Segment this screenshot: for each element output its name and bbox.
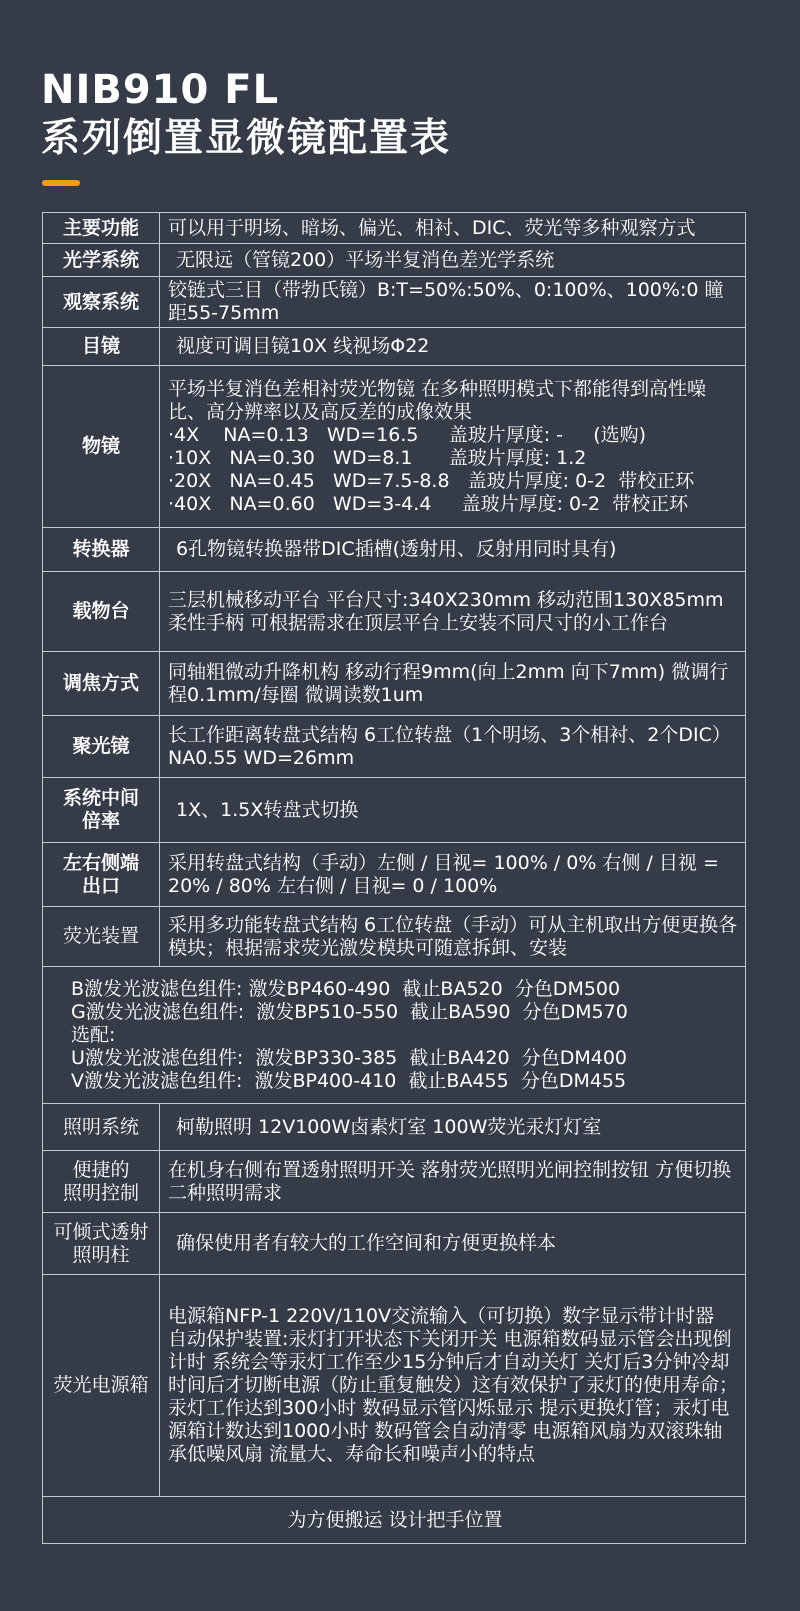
row-label: 光学系统 [43, 244, 160, 277]
row-value: 在机身右侧布置透射照明开关 落射荧光照明光闸控制按钮 方便切换二种照明需求 [160, 1151, 746, 1213]
filter-list [43, 967, 746, 1104]
table-row-pillar [43, 1213, 746, 1275]
row-label-line: 出口 [81, 874, 120, 897]
row-value: 无限远（管镜200）平场半复消色差光学系统 [160, 244, 746, 277]
objective-spec-20x: ·20X NA=0.45 WD=7.5-8.8 盖玻片厚度: 0-2 带校正环 [168, 469, 695, 492]
row-label: 主要功能 [43, 213, 160, 244]
row-value: 铰链式三目（带勃氏镜）B:T=50%:50%、0:100%、100%:0 瞳距55-75mm [160, 277, 746, 328]
table-row-ports [43, 843, 746, 907]
table-row-condenser [43, 716, 746, 778]
row-value: 视度可调目镜10X 线视场Φ22 [160, 328, 746, 366]
objective-spec-40x: ·40X NA=0.60 WD=3-4.4 盖玻片厚度: 0-2 带校正环 [168, 492, 689, 515]
row-value: 电源箱NFP-1 220V/110V交流输入（可切换）数字显示带计时器 自动保护装置:汞灯打开状态下关闭开关 电源箱数码显示管会出现倒计时 系统会等汞灯工作至少15分钟后才自动关灯 关灯后3分钟冷却时间后才切断电源（防止重复触发）这有效保护了汞灯的使用寿命；汞灯工作达到300小时 数码显示管闪烁显示 提示更换灯管；汞灯电源箱计数达到1000小时 数码管会自动清零 电源箱风扇为双滚珠轴承低噪风扇 流量大、寿命长和噪声小的特点 [160, 1275, 746, 1497]
row-value: 长工作距离转盘式结构 6工位转盘（1个明场、3个相衬、2个DIC）NA0.55 WD=26mm [160, 716, 746, 778]
table-row-focus [43, 652, 746, 716]
table-row-power [43, 1275, 746, 1497]
objective-spec-4x: ·4X NA=0.13 WD=16.5 盖玻片厚度: - (选购) [168, 423, 647, 446]
row-label-line: 倍率 [81, 810, 120, 832]
row-label: 目镜 [43, 328, 160, 366]
page-title-subtitle: 系列倒置显微镜配置表 [41, 116, 452, 161]
row-label-line: 便捷的 [72, 1158, 130, 1181]
row-label: 照明系统 [43, 1104, 160, 1151]
table-row-observation [43, 277, 746, 328]
row-label-line: 照明控制 [62, 1181, 139, 1204]
row-value: 三层机械移动平台 平台尺寸:340X230mm 移动范围130X85mm 柔性手柄 可根据需求在顶层平台上安装不同尺寸的小工作台 [160, 572, 746, 652]
row-label: 物镜 [43, 366, 160, 528]
title-accent-bar [42, 180, 80, 186]
filter-u: U激发光波滤色组件: 激发BP330-385 截止BA420 分色DM400 [71, 1046, 628, 1069]
objective-spec-10x: ·10X NA=0.30 WD=8.1 盖玻片厚度: 1.2 [168, 446, 587, 469]
table-row-filters [43, 967, 746, 1104]
filter-b: B激发光波滤色组件: 激发BP460-490 截止BA520 分色DM500 [71, 977, 621, 1000]
table-row-controls [43, 1151, 746, 1213]
row-value: 1X、1.5X转盘式切换 [160, 778, 746, 843]
row-label: 转换器 [43, 528, 160, 572]
table-row-objective [43, 366, 746, 528]
row-label [43, 843, 160, 907]
row-label: 聚光镜 [43, 716, 160, 778]
row-label-line: 可倾式透射 [53, 1220, 149, 1243]
table-row-functions [43, 213, 746, 244]
filter-v: V激发光波滤色组件: 激发BP400-410 截止BA455 分色DM455 [71, 1069, 627, 1092]
row-value: 采用多功能转盘式结构 6工位转盘（手动）可从主机取出方便更换各模块；根据需求荧光激发模块可随意拆卸、安装 [160, 907, 746, 967]
table-row-turret [43, 528, 746, 572]
row-label-line: 系统中间 [62, 787, 139, 809]
table-row-optics [43, 244, 746, 277]
spec-table [42, 212, 746, 1544]
row-label: 调焦方式 [43, 652, 160, 716]
table-row-fluorescence [43, 907, 746, 967]
page-title-model: NIB910 FL [41, 67, 280, 113]
filter-optional-label: 选配: [71, 1023, 116, 1046]
row-value [160, 366, 746, 528]
row-value: 采用转盘式结构（手动）左侧 / 目视= 100% / 0% 右侧 / 目视 = 20% / 80% 左右侧 / 目视= 0 / 100% [160, 843, 746, 907]
row-label: 载物台 [43, 572, 160, 652]
row-label [43, 1151, 160, 1213]
row-label-line: 照明柱 [72, 1243, 130, 1266]
table-row-magnification [43, 778, 746, 843]
row-label: 观察系统 [43, 277, 160, 328]
row-label-line: 左右侧端 [62, 851, 139, 874]
objective-intro: 平场半复消色差相衬荧光物镜 在多种照明模式下都能得到高性噪比、高分辨率以及高反差的成像效果 [168, 377, 707, 423]
row-value: 同轴粗微动升降机构 移动行程9mm(向上2mm 向下7mm) 微调行程0.1mm/每圈 微调读数1um [160, 652, 746, 716]
row-label [43, 1213, 160, 1275]
row-label: 荧光电源箱 [43, 1275, 160, 1497]
table-row-eyepiece [43, 328, 746, 366]
filter-g: G激发光波滤色组件: 激发BP510-550 截止BA590 分色DM570 [71, 1000, 628, 1023]
row-value: 确保使用者有较大的工作空间和方便更换样本 [160, 1213, 746, 1275]
row-label [43, 778, 160, 843]
table-row-footer [43, 1497, 746, 1544]
footer-note: 为方便搬运 设计把手位置 [43, 1497, 746, 1544]
row-value: 6孔物镜转换器带DIC插槽(透射用、反射用同时具有) [160, 528, 746, 572]
table-row-illumination [43, 1104, 746, 1151]
row-value: 可以用于明场、暗场、偏光、相衬、DIC、荧光等多种观察方式 [160, 213, 746, 244]
table-row-stage [43, 572, 746, 652]
row-label: 荧光装置 [43, 907, 160, 967]
row-value: 柯勒照明 12V100W卤素灯室 100W荧光汞灯灯室 [160, 1104, 746, 1151]
